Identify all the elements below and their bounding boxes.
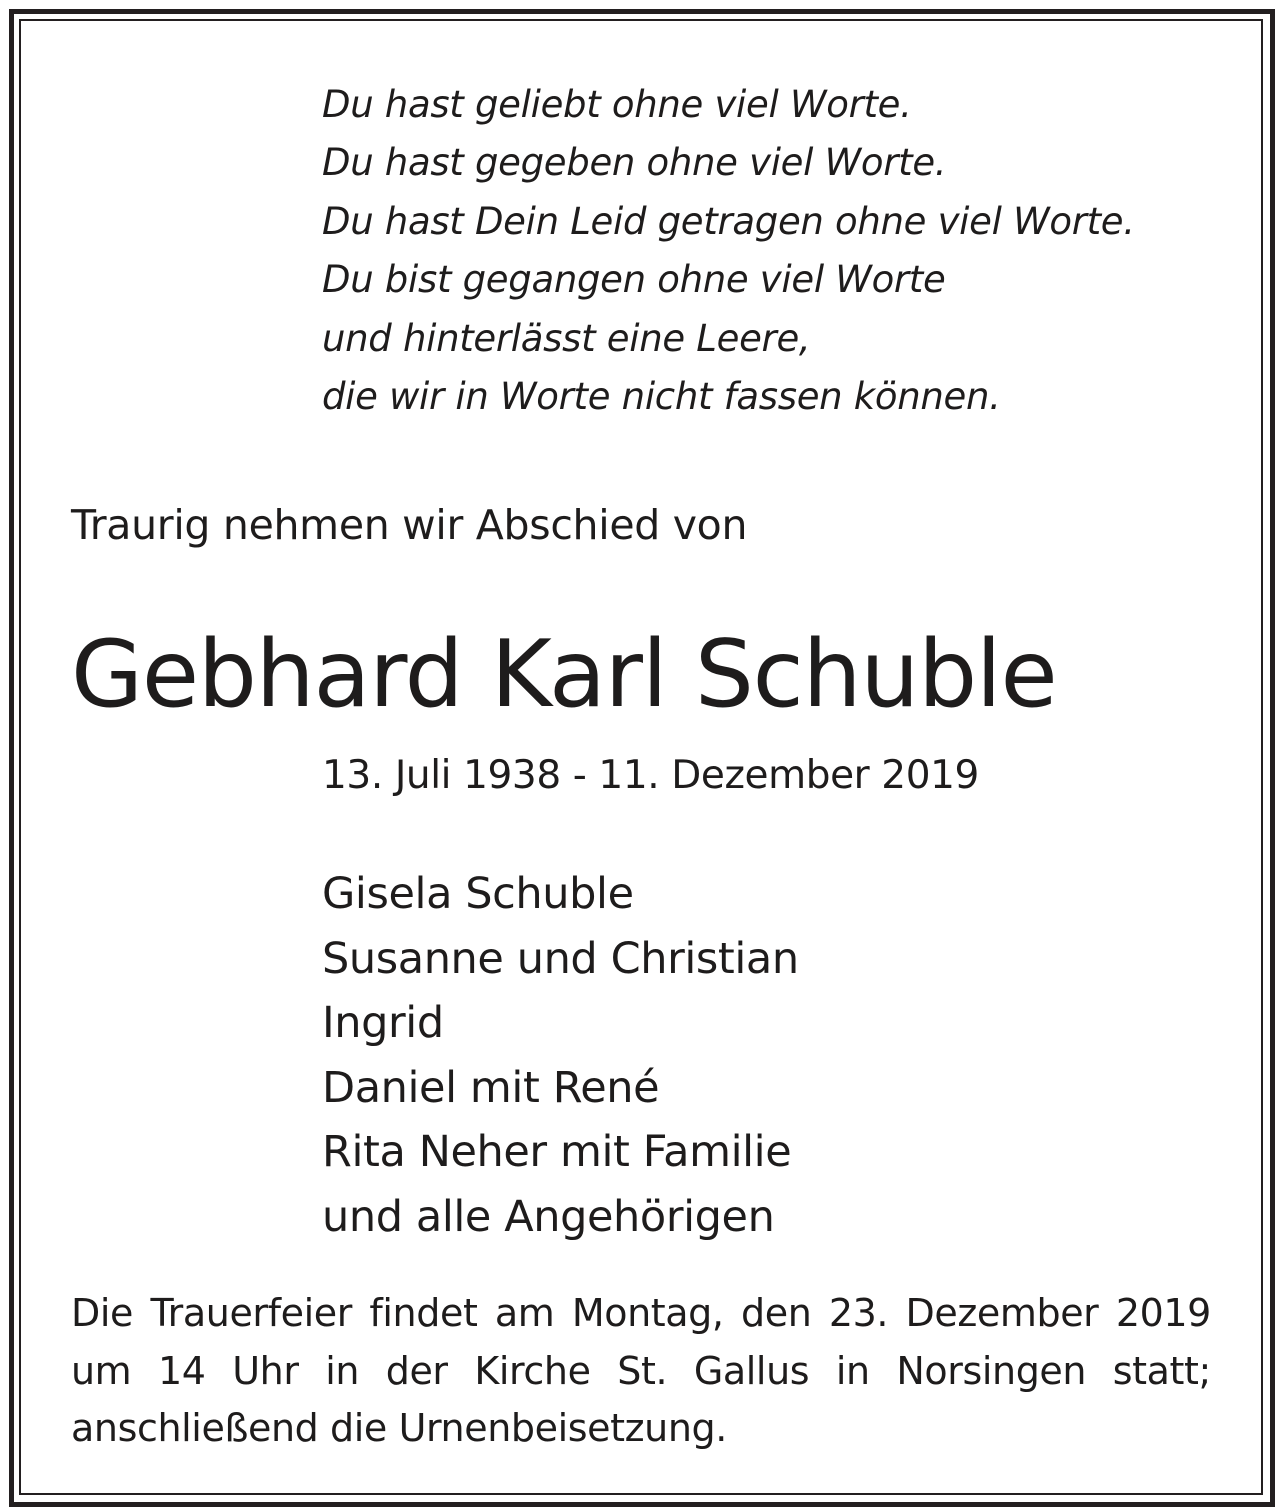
mourner-name: Gisela Schuble bbox=[322, 869, 634, 919]
poem-line: Du hast Dein Leid getragen ohne viel Worte. bbox=[322, 199, 1135, 243]
service-word: 2019 bbox=[1115, 1291, 1211, 1335]
mourner-name: Susanne und Christian bbox=[322, 933, 799, 984]
mourner-name: Ingrid bbox=[322, 998, 444, 1048]
service-word: 14 bbox=[157, 1348, 206, 1393]
mourner-name: und alle Angehörigen bbox=[322, 1191, 775, 1242]
service-word: Gallus bbox=[693, 1348, 810, 1393]
poem-line: Du bist gegangen ohne viel Worte bbox=[322, 258, 946, 302]
service-word: der bbox=[385, 1348, 448, 1393]
service-line-2 bbox=[71, 1343, 1211, 1401]
service-word: am bbox=[494, 1291, 555, 1335]
service-word: Dezember bbox=[905, 1291, 1099, 1335]
mourner-name: Daniel mit René bbox=[322, 1062, 660, 1113]
service-word: Trauerfeier bbox=[150, 1291, 352, 1335]
service-line-1 bbox=[71, 1285, 1211, 1343]
memorial-poem bbox=[322, 76, 1135, 426]
service-word: in bbox=[835, 1348, 870, 1393]
farewell-intro: Traurig nehmen wir Abschied von bbox=[71, 501, 748, 549]
service-word: den bbox=[741, 1291, 812, 1335]
service-word: statt; bbox=[1112, 1348, 1211, 1393]
service-word: Die bbox=[71, 1291, 133, 1335]
service-word: findet bbox=[369, 1291, 478, 1335]
service-word: Montag, bbox=[571, 1291, 724, 1335]
service-word: Uhr bbox=[232, 1348, 299, 1393]
mourner-name: Rita Neher mit Familie bbox=[322, 1127, 792, 1177]
poem-line: und hinterlässt eine Leere, bbox=[322, 316, 811, 360]
deceased-name: Gebhard Karl Schuble bbox=[71, 620, 1057, 728]
service-word: Kirche bbox=[474, 1348, 591, 1393]
poem-line: Du hast geliebt ohne viel Worte. bbox=[322, 83, 912, 126]
mourners-list bbox=[322, 862, 799, 1249]
service-word: St. bbox=[617, 1348, 668, 1393]
life-dates: 13. Juli 1938 - 11. Dezember 2019 bbox=[322, 753, 979, 798]
poem-line: die wir in Worte nicht fassen können. bbox=[322, 375, 1001, 419]
service-word: Norsingen bbox=[896, 1348, 1087, 1393]
funeral-service-notice bbox=[71, 1285, 1211, 1458]
service-word: in bbox=[325, 1348, 360, 1393]
service-line-3: anschließend die Urnenbeisetzung. bbox=[71, 1406, 727, 1450]
service-word: 23. bbox=[828, 1291, 889, 1335]
service-word: um bbox=[71, 1348, 132, 1393]
poem-line: Du hast gegeben ohne viel Worte. bbox=[322, 141, 947, 185]
